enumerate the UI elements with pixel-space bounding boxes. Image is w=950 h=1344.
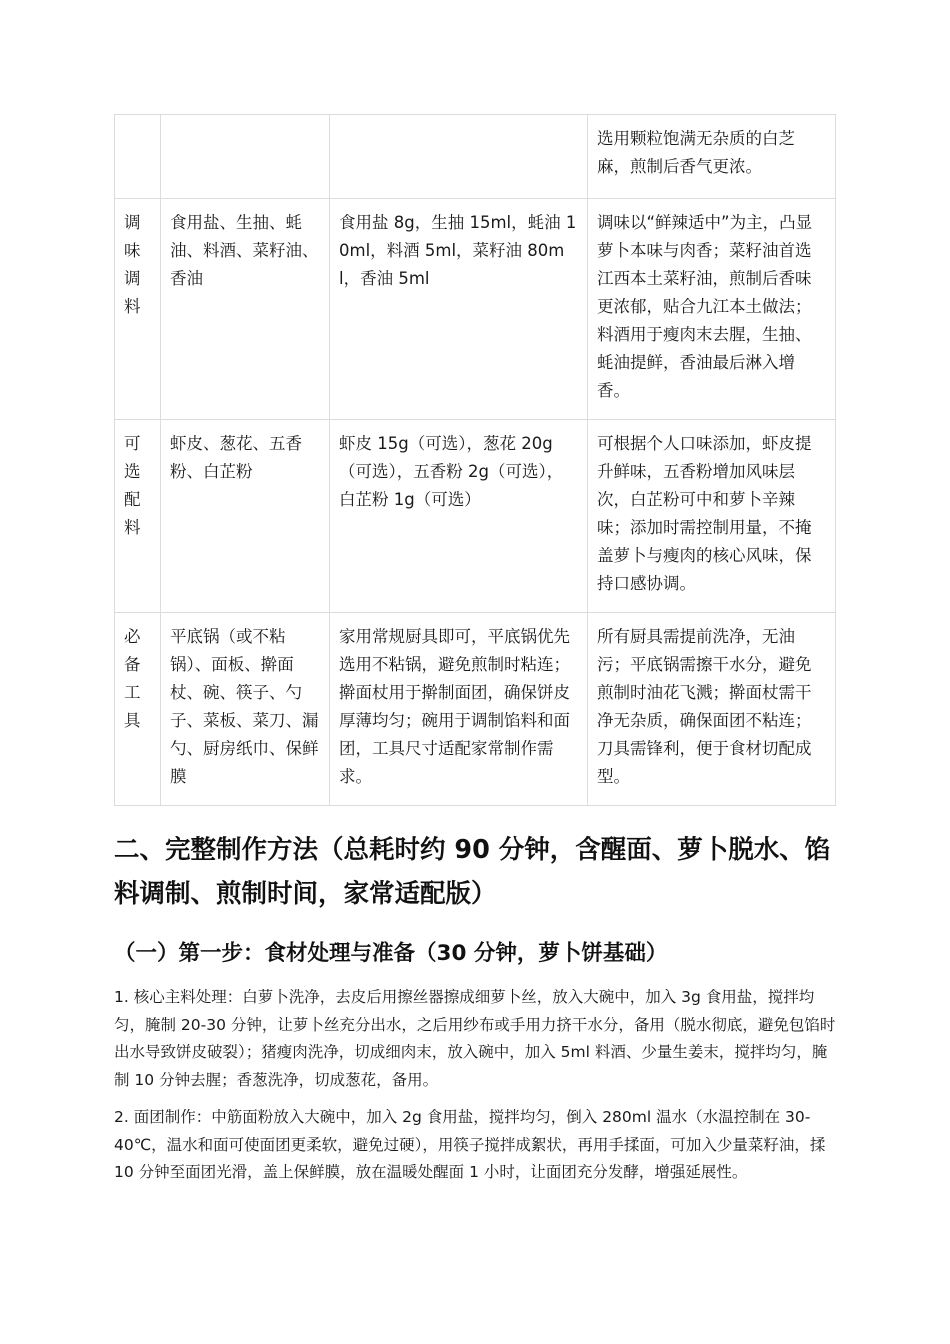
- notes-cell: 选用颗粒饱满无杂质的白芝麻，煎制后香气更浓。: [588, 115, 836, 199]
- section-heading: 二、完整制作方法（总耗时约 90 分钟，含醒面、萝卜脱水、馅料调制、煎制时间，家常适配版）: [114, 835, 831, 909]
- items-cell: 虾皮、葱花、五香粉、白芷粉: [161, 420, 330, 613]
- step-paragraph-1: 1. 核心主料处理：白萝卜洗净，去皮后用擦丝器擦成细萝卜丝，放入大碗中，加入 3g 食用盐，搅拌均匀，腌制 20-30 分钟，让萝卜丝充分出水，之后用纱布或手用力挤干水分，备用（脱水彻底，避免包馅时出水导致饼皮破裂）；猪瘦肉洗净，切成细肉末，放入碗中，加入 5ml 料酒、少量生姜末，搅拌均匀，腌制 10 分钟去腥；香葱洗净，切成葱花，备用。: [114, 988, 836, 1089]
- category-cell: 可选配料: [115, 420, 161, 613]
- amounts-cell: 食用盐 8g，生抽 15ml，蚝油 10ml，料酒 5ml，菜籽油 80ml，香油 5ml: [330, 199, 588, 420]
- ingredients-table: [114, 114, 836, 806]
- items-cell: 食用盐、生抽、蚝油、料酒、菜籽油、香油: [161, 199, 330, 420]
- subsection-heading: （一）第一步：食材处理与准备（30 分钟，萝卜饼基础）: [114, 941, 668, 966]
- notes-cell: 所有厨具需提前洗净，无油污；平底锅需擦干水分，避免煎制时油花飞溅；擀面杖需干净无杂质，确保面团不粘连；刀具需锋利，便于食材切配成型。: [588, 613, 836, 806]
- table-row: [115, 115, 836, 199]
- amounts-cell: 家用常规厨具即可，平底锅优先选用不粘锅，避免煎制时粘连；擀面杖用于擀制面团，确保饼皮厚薄均匀；碗用于调制馅料和面团，工具尺寸适配家常制作需求。: [330, 613, 588, 806]
- amounts-cell: [330, 115, 588, 199]
- notes-cell: 调味以“鲜辣适中”为主，凸显萝卜本味与肉香；菜籽油首选江西本土菜籽油，煎制后香味更浓郁，贴合九江本土做法；料酒用于瘦肉末去腥，生抽、蚝油提鲜，香油最后淋入增香。: [588, 199, 836, 420]
- category-cell: 必备工具: [115, 613, 161, 806]
- amounts-cell: 虾皮 15g（可选），葱花 20g（可选），五香粉 2g（可选），白芷粉 1g（可选）: [330, 420, 588, 613]
- table-row: [115, 199, 836, 420]
- items-cell: 平底锅（或不粘锅）、面板、擀面杖、碗、筷子、勺子、菜板、菜刀、漏勺、厨房纸巾、保鲜膜: [161, 613, 330, 806]
- category-cell: [115, 115, 161, 199]
- items-cell: [161, 115, 330, 199]
- table-row: [115, 420, 836, 613]
- table-row: [115, 613, 836, 806]
- step-paragraph-2: 2. 面团制作：中筋面粉放入大碗中，加入 2g 食用盐，搅拌均匀，倒入 280ml 温水（水温控制在 30-40℃，温水和面可使面团更柔软，避免过硬），用筷子搅拌成絮状，再用手揉面，可加入少量菜籽油，揉 10 分钟至面团光滑，盖上保鲜膜，放在温暖处醒面 1 小时，让面团充分发酵，增强延展性。: [114, 1108, 826, 1181]
- notes-cell: 可根据个人口味添加，虾皮提升鲜味，五香粉增加风味层次，白芷粉可中和萝卜辛辣味；添加时需控制用量，不掩盖萝卜与瘦肉的核心风味，保持口感协调。: [588, 420, 836, 613]
- category-cell: 调味调料: [115, 199, 161, 420]
